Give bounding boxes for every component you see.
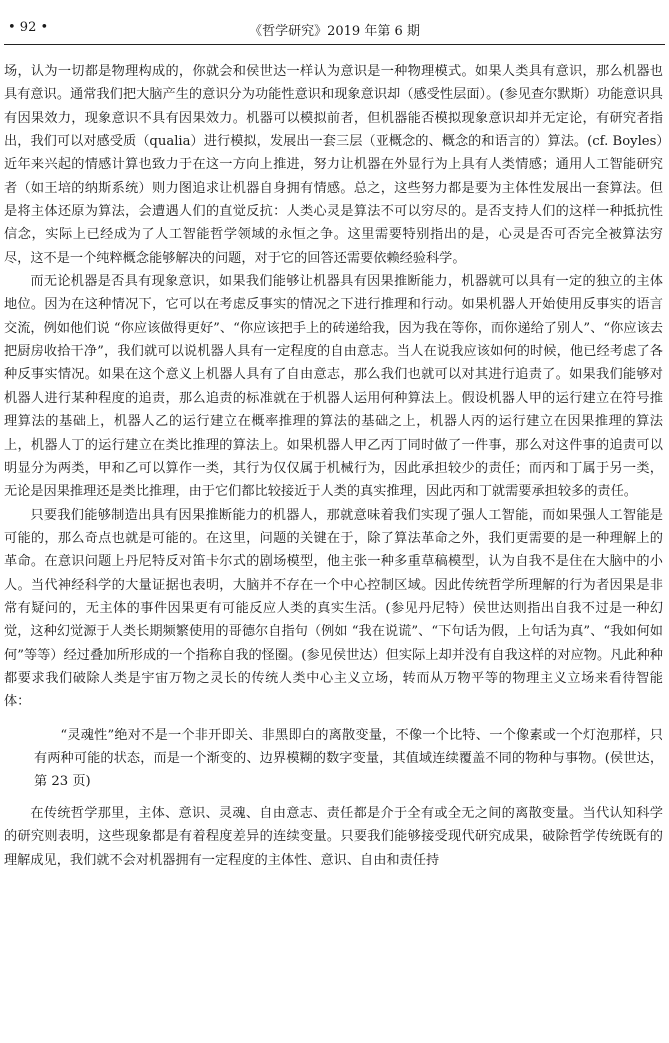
paragraph-closing: 在传统哲学那里，主体、意识、灵魂、自由意志、责任都是介于全有或全无之间的离散变量。当代认知科学的研究则表明，这些现象都是有着程度差异的连续变量。只要我们能够接受现代研究成果，破除哲学传统既有的理解成见，我们就不会对机器拥有一定程度的主体性、意识、自由和责任持 bbox=[4, 805, 663, 868]
paragraph-strong-ai: 只要我们能够制造出具有因果推断能力的机器人，那就意味着我们实现了强人工智能，而如果强人工智能是可能的，那么奇点也就是可能的。在这里，问题的关键在于，除了算法革命之外，我们更需要的是一种理解上的革命。在意识问题上丹尼特反对笛卡尔式的剧场模型，他主张一种多重草稿模型，认为自我不是住在大脑中的小人。当代神经科学的大量证据也表明，大脑并不存在一个中心控制区域。因此传统哲学所理解的行为者因果是非常有疑问的，无主体的事件因果更有可能反应人类的真实生活。(参见丹尼特）侯世达则指出自我不过是一种幻觉，这种幻觉源于人类长期频繁使用的哥德尔自指句（例如 “我在说谎”、“下句话为假，上句话为真”、“我如何如何”等等）经过叠加所形成的一个指称自我的怪圈。(参见侯世达）但实际上却并没有自我这样的对应物。凡此种种都要求我们破除人类是宇宙万物之灵长的传统人类中心主义立场，转而从万物平等的物理主义立场来看待智能体： bbox=[4, 507, 663, 710]
paragraph-robot-responsibility: 而无论机器是否具有现象意识，如果我们能够让机器具有因果推断能力，机器就可以具有一定的独立的主体地位。因为在这种情况下，它可以在考虑反事实的情况之下进行推理和行动。如果机器人开始使用反事实的语言交流，例如他们说 “你应该做得更好”、“你应该把手上的砖递给我，因为我在等你，而你递给了别人”、“你应该去把厨房收拾干净”，我们就可以说机器人具有一定程度的自由意志。当人在说我应该如何的时候，他已经考虑了各种反事实情况。如果在这个意义上机器人具有了自由意志，那么我们也就可以对其进行追责了。如果我们能够对机器人进行某种程度的追责，那么追责的标准就在于机器人运用何种算法上。假设机器人甲的运行建立在符号推理算法的基础上，机器人乙的运行建立在概率推理的算法的基础之上，机器人丙的运行建立在因果推理的算法上，机器人丁的运行建立在类比推理的算法上。如果机器人甲乙丙丁同时做了一件事，那么对这件事的追责可以明显分为两类，甲和乙可以算作一类，其行为仅仅属于机械行为，因此承担较少的责任；而丙和丁属于另一类，无论是因果推理还是类比推理，由于它们都比较接近于人类的真实推理，因此丙和丁就需要承担较多的责任。 bbox=[4, 274, 663, 500]
article-body bbox=[4, 60, 663, 872]
page-number: • 92 • bbox=[8, 20, 49, 35]
journal-title: 《哲学研究》2019 年第 6 期 bbox=[249, 24, 420, 39]
paragraph-continued: 场，认为一切都是物理构成的，你就会和侯世达一样认为意识是一种物理模式。如果人类具有意识，那么机器也具有意识。通常我们把大脑产生的意识分为功能性意识和现象意识却（感受性层面）。(参见查尔默斯）功能意识具有因果效力，现象意识不具有因果效力。机器可以模拟前者，但机器能否模拟现象意识却并无定论，有研究者指出，我们可以对感受质（qualia）进行模拟，发展出一套三层（亚概念的、概念的和语言的）算法。(cf. Boyles）近年来兴起的情感计算也致力于在这一方向上推进，努力让机器在外显行为上具有人类情感；通用人工智能研究者（如王培的纳斯系统）则力图追求让机器自身拥有情感。总之，这些努力都是要为主体性发展出一套算法。但是将主体还原为算法，会遭遇人们的直觉反抗：人类心灵是算法不可以穷尽的。是否支持人们的这样一种抵抗性信念，实际上已经成为了人工智能哲学领域的永恒之争。这里需要特别指出的是，心灵是否可否完全被算法穷尽，这不是一个纯粹概念能够解决的问题，对于它的回答还需要依赖经验科学。 bbox=[4, 64, 663, 266]
running-header bbox=[8, 20, 661, 40]
block-quote bbox=[4, 724, 663, 794]
header-rule bbox=[4, 44, 665, 45]
block-quote-text: “灵魂性”绝对不是一个非开即关、非黑即白的离散变量，不像一个比特、一个像素或一个灯泡那样，只有两种可能的状态，而是一个渐变的、边界模糊的数字变量，其值域连续覆盖不同的物种与事物。(侯世达，第 23 页) bbox=[34, 727, 663, 790]
